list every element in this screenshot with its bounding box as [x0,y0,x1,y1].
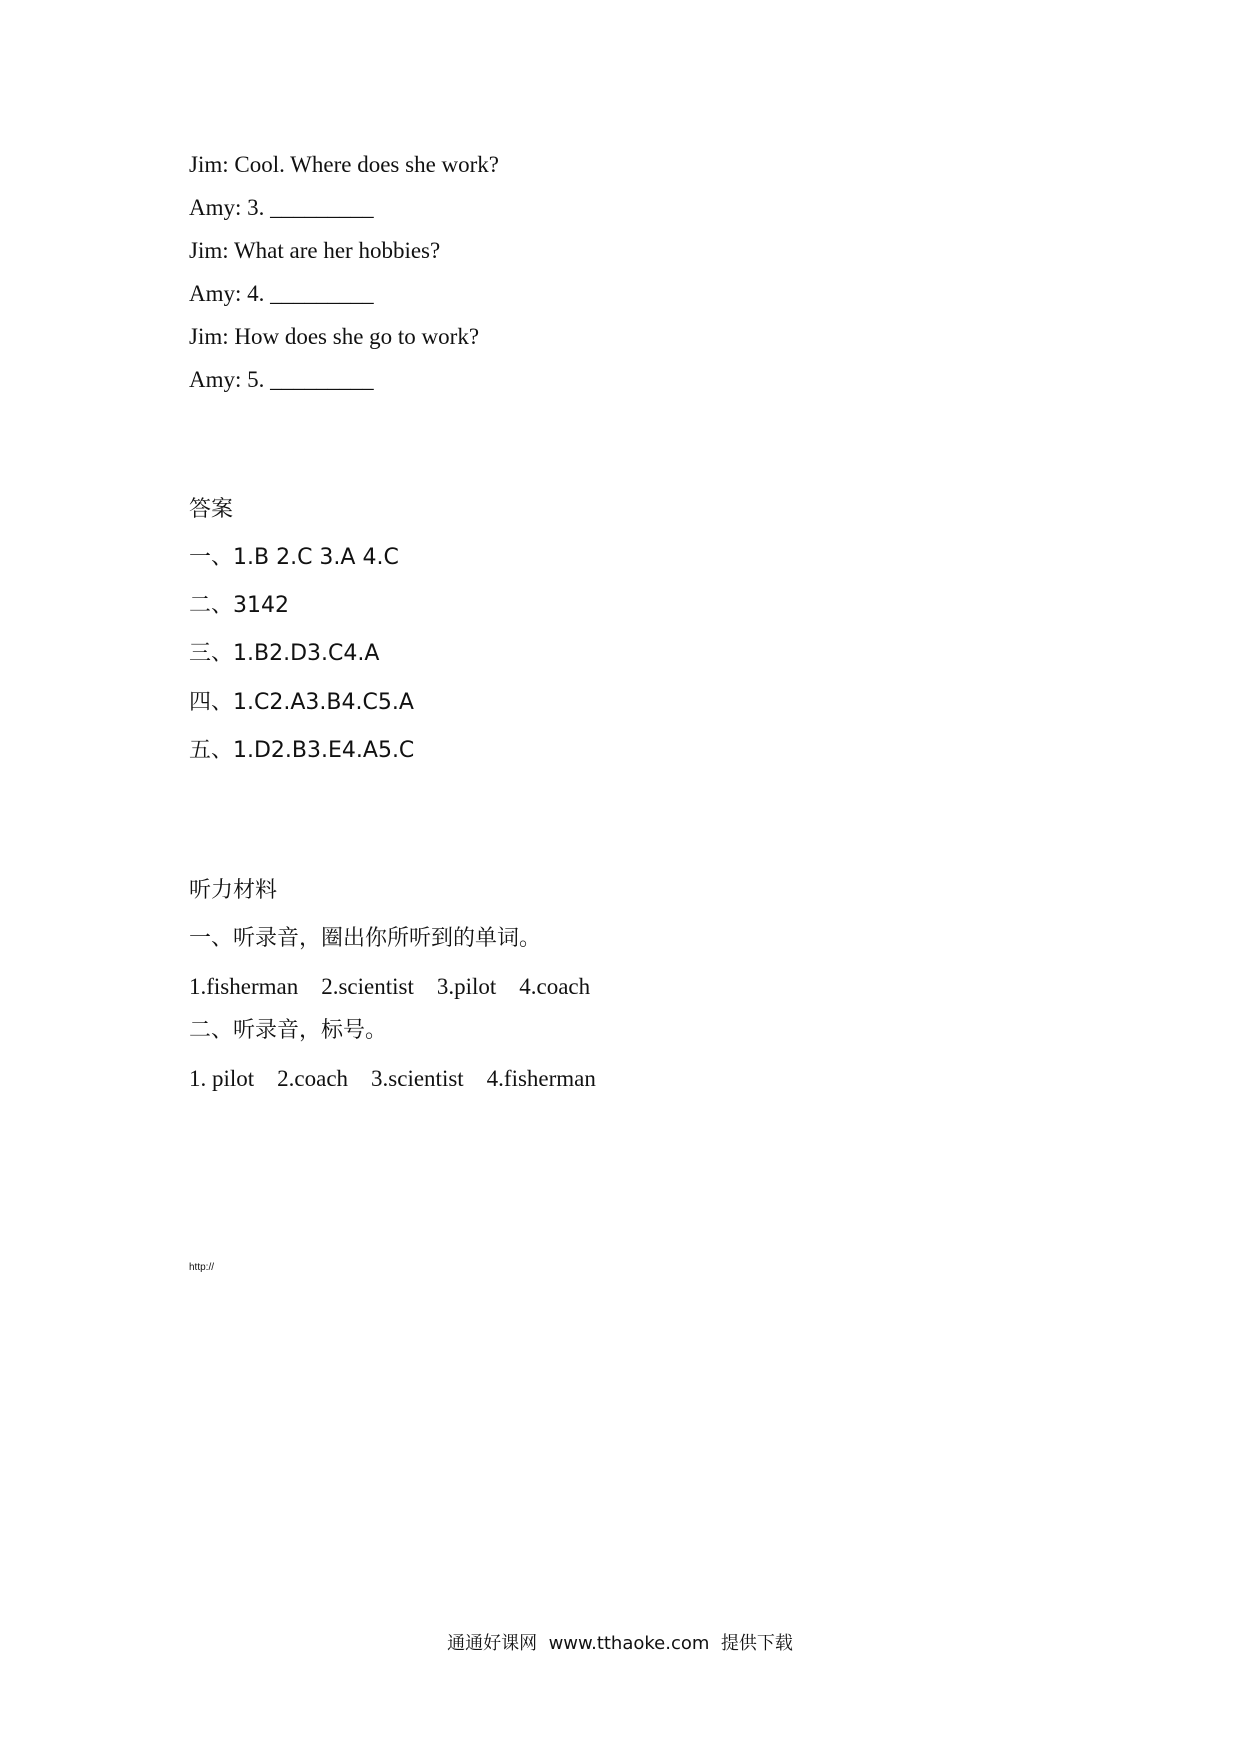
dialogue-line-3: Jim: What are her hobbies? [189,238,441,263]
footer-download-note: 通通好课网 www.tthaoke.com 提供下载 [447,1633,793,1654]
answer-item-2: 二、3142 [189,593,289,618]
dialogue-line-2: Amy: 3. _________ [189,195,374,220]
listening-section1-words: 1.fisherman 2.scientist 3.pilot 4.coach [189,974,591,999]
dialogue-line-5: Jim: How does she go to work? [189,324,480,349]
dialogue-line-1: Jim: Cool. Where does she work? [189,152,500,177]
listening-title: 听力材料 [189,878,278,903]
listening-section1-heading: 一、听录音，圈出你所听到的单词。 [189,926,542,951]
answer-item-5: 五、1.D2.B3.E4.A5.C [189,738,415,763]
answers-title: 答案 [189,497,234,522]
answer-item-1: 一、1.B 2.C 3.A 4.C [189,545,399,570]
dialogue-line-6: Amy: 5. _________ [189,367,374,392]
answer-item-4: 四、1.C2.A3.B4.C5.A [189,690,414,715]
url-fragment: http:// [189,1262,215,1273]
dialogue-line-4: Amy: 4. _________ [189,281,374,306]
listening-section2-words: 1. pilot 2.coach 3.scientist 4.fisherman [189,1066,596,1091]
answer-item-3: 三、1.B2.D3.C4.A [189,641,380,666]
listening-section2-heading: 二、听录音，标号。 [189,1018,388,1043]
